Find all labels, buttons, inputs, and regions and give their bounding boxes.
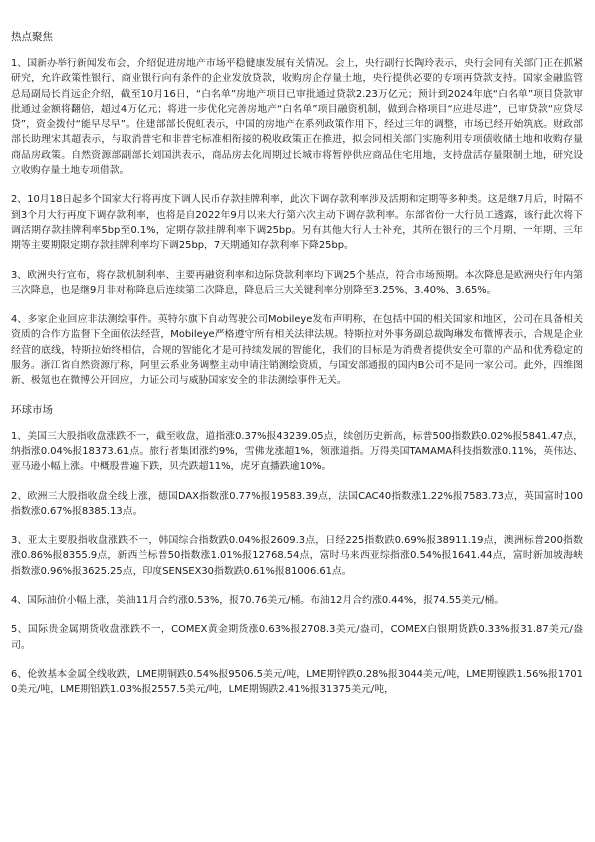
paragraph: 3、亚太主要股指收盘涨跌不一，韩国综合指数跌0.04%报2609.3点，日经225指数跌0.69%报38911.19点，澳洲标普200指数涨0.86%报8355.9点，新西兰标普50指数涨1.01%报12768.54点，富时马来西亚综指涨0.54%报1641.44点，富时新加坡海峡指数涨0.96%报3625.25点，印度SENSEX30指数跌0.61%报81006.61点。 [11,535,583,577]
paragraph: 4、国际油价小幅上涨，美油11月合约涨0.53%，报70.76美元/桶。布油12月合约涨0.44%，报74.55美元/桶。 [11,595,505,607]
section-global-markets [11,403,583,698]
section-hot-focus [11,30,583,389]
paragraph: 1、美国三大股指收盘涨跌不一，截至收盘，道指涨0.37%报43239.05点，续创历史新高，标普500指数跌0.02%报5841.47点，纳指涨0.04%报18373.61点。旅行者集团涨约9%，雪佛龙涨超1%，领涨道指。万得美国TAMAMA科技指数涨0.11%，英伟达、亚马逊小幅上涨。中概股普遍下跌，贝壳跌超11%，虎牙直播跌逾10%。 [11,430,583,473]
section-title: 热点聚焦 [11,31,53,43]
section-title: 环球市场 [11,403,53,416]
paragraph: 1、国新办举行新闻发布会，介绍促进房地产市场平稳健康发展有关情况。会上，央行副行长陶玲表示，央行会同有关部门正在抓紧研究，允许政策性银行、商业银行向有条件的企业发放贷款，收购房企存量土地，央行提供必要的专项再贷款支持。国家金融监管总局副局长肖远企介绍，截至10月16日，“白名单”房地产项目已审批通过贷款2.23万亿元；预计到2024年底“白名单”项目贷款审批通过金额将翻倍，超过4万亿元；将进一步优化完善房地产“白名单”项目融资机制，做到合格项目“应进尽进”，已审贷款“应贷尽贷”，资金拨付“能早尽早”。住建部部长倪虹表示，中国的房地产在系列政策作用下，经过三年的调整，市场已经开始筑底。财政部部长助理宋其超表示，与取消普宅和非普宅标准相衔接的税收政策正在推进，拟会同相关部门实施利用专项债收储土地和收购存量商品房政策。自然资源部副部长刘国洪表示，商品房去化周期过长城市将暂停供应商品住宅用地，支持盘活存量限制土地，研究设立收购存量土地专项借款。 [11,58,583,177]
paragraph: 2、10月18日起多个国家大行将再度下调人民币存款挂牌利率，此次下调存款利率涉及活期和定期等多种类。这是继7月后，时隔不到3个月大行再度下调存款利率，也将是自2022年9月以来大行第六次主动下调存款利率。东部省份一大行员工透露，该行此次将下调活期存款挂牌利率5bp至0.1%，定期存款挂牌利率下调25bp。另有其他大行人士补充，其所在银行的三个月期、一年期、三年期等主要期限定期存款挂牌利率均下调25bp，7天期通知存款利率下降25bp。 [11,194,583,252]
paragraph: 6、伦敦基本金属全线收跌，LME期铜跌0.54%报9506.5美元/吨，LME期锌跌0.28%报3044美元/吨，LME期镍跌1.56%报17010美元/吨，LME期铝跌1.03%报2557.5美元/吨，LME期锡跌2.41%报31375美元/吨， [11,668,583,696]
paragraph: 5、国际贵金属期货收盘涨跌不一，COMEX黄金期货涨0.63%报2708.3美元/盎司，COMEX白银期货跌0.33%报31.87美元/盎司。 [11,624,583,651]
paragraph: 3、欧洲央行宣布，将存款机制利率、主要再融资利率和边际贷款利率均下调25个基点，符合市场预期。本次降息是欧洲央行年内第三次降息，也是继9月非对称降息后连续第二次降息，降息后三大关键利率分别降至3.25%、3.40%、3.65%。 [11,269,583,296]
paragraph: 4、多家企业回应非法测绘事件。英特尔旗下自动驾驶公司Mobileye发布声明称，在包括中国的相关国家和地区，公司在具备相关资质的合作方监督下全面依法经营，Mobileye严格遵守所有相关法律法规。特斯拉对外事务副总裁陶琳发布微博表示，合规是企业经营的底线，特斯拉始终相信，合规的智能化才是可持续发展的智能化，我们的目标是为消费者提供安全可靠的产品和优秀稳定的服务。浙江省自然资源厅称，阿里云系业务调整主动申请注销测绘资质，与国安部通报的国内B公司不是同一家公司。此外，四维图新、极氪也在微博公开回应，力证公司与威胁国家安全的非法测绘事件无关。 [11,314,583,387]
paragraph: 2、欧洲三大股指收盘全线上涨，德国DAX指数涨0.77%报19583.39点，法国CAC40指数涨1.22%报7583.73点，英国富时100指数涨0.67%报8385.13点。 [11,490,583,517]
